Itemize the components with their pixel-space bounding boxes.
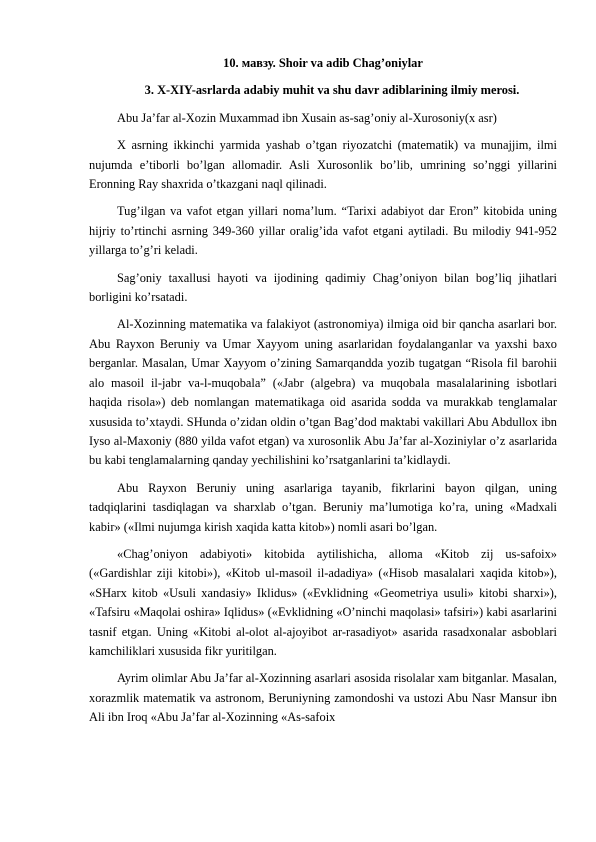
paragraph: Sag’oniy taxallusi hayoti va ijodining qadimiy Chag’oniyon bilan bog’liq jihatlari borligini ko’rsatadi. xyxy=(89,270,557,305)
paragraph: Abu Ja’far al-Xozin Muxammad ibn Xusain as-sag’oniy al-Xurosoniy(x asr) xyxy=(117,110,497,125)
paragraph: Abu Rayxon Beruniy uning asarlariga tayanib, fikrlarini bayon qilgan, uning tadqiqlarini tasdiqlagan va sharxlab o’tgan. Beruniy ma’lumotiga ko’ra, uning «Madxali kabir» («Ilmi nujumga kirish xaqida katta kitob») nomli asari bo’lgan. xyxy=(89,480,557,534)
paragraph: Tug’ilgan va vafot etgan yillari noma’lum. “Tarixi adabiyot dar Eron” kitobida uning hijriy to’rtinchi asrning 349-360 yillar oralig’ida vafot etgani aytiladi. Bu milodiy 941-952 yillarga to’g’ri keladi. xyxy=(89,204,557,258)
paragraph: Al-Xozinning matematika va falakiyot (astronomiya) ilmiga oid bir qancha asarlari bor. Abu Rayxon Beruniy va Umar Xayyom uning asarlaridan foydalanganlar va yaxshi baxo berganlar. Masalan, Umar Xayyom o’zining Samarqandda yozib tugatgan “Risola fil barohii alo masoil il-jabr va-l-muqobala” («Jabr (algebra) va muqobala masalalarining isbotlari haqida risola») deb nomlangan matematikaga oid asarida sodda va murakkab tenglamalar xususida to’xtaydi. SHunda o’zidan oldin o’tgan Bag’dod maktabi vakillari Abu Abdullox ibn Iyso al-Maxoniy (880 yilda vafot etgan) va xurosonlik Abu Ja’far al-Xoziniylar o’z asarlarida bu kabi tenglamalarning qanday yechilishini ko’rsatganlarini ta’kidlaydi. xyxy=(89,317,557,468)
paragraph: X asrning ikkinchi yarmida yashab o’tgan riyozatchi (matematik) va munajjim, ilmi nujumda e’tiborli bo’lgan allomadir. Asli Xurosonlik bo’lib, umrining so’nggi yillarini Eronning Ray shaxrida o’tkazgani naql qilinadi. xyxy=(89,138,557,192)
paragraph: «Chag’oniyon adabiyoti» kitobida aytilishicha, alloma «Kitob zij us-safoix» («Gardishlar ziji kitobi»), «Kitob ul-masoil il-adadiya» («Hisob masalalari xaqida kitob»), «SHarx kitob «Usuli xandasiy» Iklidus» («Evklidning «Geometriya usuli» kitobi sharxi»), «Tafsiru «Maqolai oshira» Iqlidus» («Evklidning «O’ninchi maqolasi» tafsiri») kabi asarlarini tasnif etgan. Uning «Kitobi al-olot al-ajoyibot ar-rasadiyot» asarida rasadxonalar asboblari kamchiliklari xususida fikr yuritilgan. xyxy=(89,546,557,658)
document-subtitle: 3. X-XIY-asrlarda adabiy muhit va shu davr adiblarining ilmiy merosi. xyxy=(144,83,520,98)
document-title: 10. мавзу. Shoir va adib Chag’oniylar xyxy=(223,56,423,70)
paragraph: Ayrim olimlar Abu Ja’far al-Xozinning asarlari asosida risolalar xam bitganlar. Masalan, xorazmlik matematik va astronom, Beruniyning zamondoshi va ustozi Abu Nasr Mansur ibn Ali ibn Iroq «Abu Ja’far al-Xozinning «As-safoix xyxy=(89,671,557,725)
document-page xyxy=(89,54,557,728)
